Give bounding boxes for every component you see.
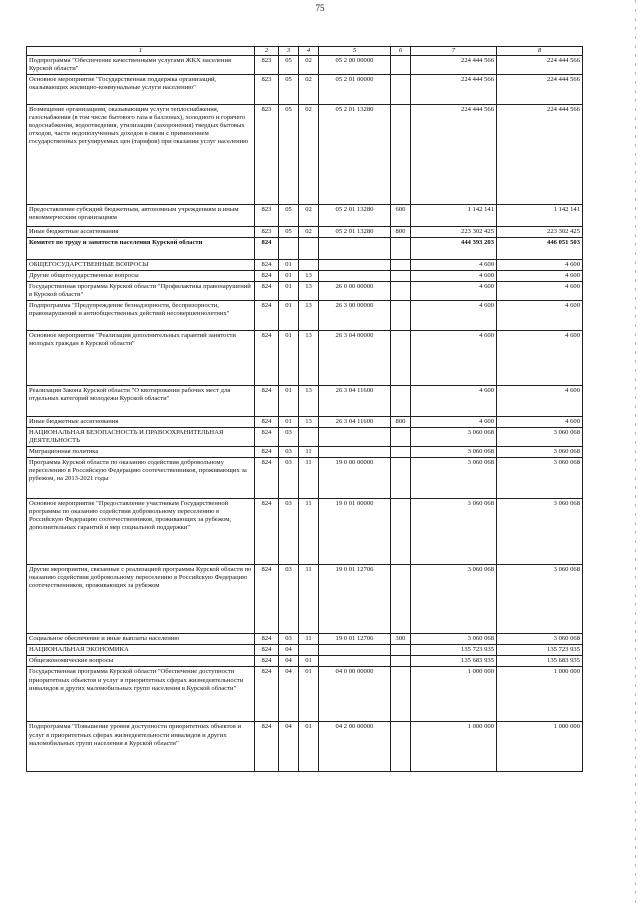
row-value-cell: 11 xyxy=(299,447,319,458)
row-name-cell: Иные бюджетные ассигнования xyxy=(27,227,255,238)
row-value-cell xyxy=(391,386,411,417)
row-name-cell: Иные бюджетные ассигнования xyxy=(27,417,255,428)
row-value-cell: 04 xyxy=(279,656,299,667)
row-value-cell: 824 xyxy=(255,634,279,645)
row-value-cell xyxy=(391,331,411,386)
row-value-cell: 03 xyxy=(279,458,299,499)
row-value-cell: 01 xyxy=(299,656,319,667)
row-value-cell: 4 600 xyxy=(411,271,497,282)
row-value-cell xyxy=(319,238,391,260)
row-name-cell: Государственная программа Курской области "Профилактика правонарушений в Курской области" xyxy=(27,282,255,301)
row-value-cell xyxy=(319,271,391,282)
row-value-cell: 03 xyxy=(279,499,299,565)
row-name-cell: НАЦИОНАЛЬНАЯ БЕЗОПАСНОСТЬ И ПРАВООХРАНИТЕЛЬНАЯ ДЕЯТЕЛЬНОСТЬ xyxy=(27,428,255,447)
row-value-cell: 13 xyxy=(299,386,319,417)
row-value-cell: 01 xyxy=(279,301,299,331)
table-row xyxy=(27,386,583,417)
row-value-cell xyxy=(391,499,411,565)
row-value-cell: 224 444 566 xyxy=(411,105,497,205)
row-value-cell: 3 060 068 xyxy=(411,458,497,499)
row-name-cell: Другие общегосударственные вопросы xyxy=(27,271,255,282)
row-value-cell: 135 683 935 xyxy=(411,656,497,667)
row-value-cell: 04 xyxy=(279,722,299,772)
row-value-cell: 824 xyxy=(255,447,279,458)
row-value-cell: 3 060 068 xyxy=(411,499,497,565)
row-value-cell: 4 600 xyxy=(497,271,583,282)
row-value-cell: 4 600 xyxy=(411,386,497,417)
row-value-cell: 05 2 01 00000 xyxy=(319,75,391,105)
row-value-cell xyxy=(391,282,411,301)
row-value-cell: 600 xyxy=(391,205,411,227)
row-name-cell: Комитет по труду и занятости населения Курской области xyxy=(27,238,255,260)
row-value-cell: 224 444 566 xyxy=(411,56,497,75)
row-value-cell xyxy=(319,645,391,656)
row-value-cell: 823 xyxy=(255,105,279,205)
row-value-cell xyxy=(391,428,411,447)
row-value-cell: 823 xyxy=(255,205,279,227)
table-row xyxy=(27,105,583,205)
table-row xyxy=(27,205,583,227)
row-value-cell: 19 0 01 00000 xyxy=(319,499,391,565)
row-value-cell: 01 xyxy=(279,260,299,271)
row-value-cell: 26 3 00 00000 xyxy=(319,301,391,331)
table-row xyxy=(27,282,583,301)
row-value-cell: 824 xyxy=(255,565,279,634)
col-header: 4 xyxy=(299,47,319,56)
table-row xyxy=(27,458,583,499)
row-value-cell: 4 600 xyxy=(497,386,583,417)
row-value-cell: 19 0 01 12706 xyxy=(319,565,391,634)
row-value-cell: 02 xyxy=(299,227,319,238)
col-header: 7 xyxy=(411,47,497,56)
row-value-cell: 11 xyxy=(299,634,319,645)
row-value-cell: 04 xyxy=(279,645,299,656)
row-value-cell: 05 xyxy=(279,56,299,75)
row-value-cell: 01 xyxy=(299,722,319,772)
row-value-cell: 4 600 xyxy=(411,301,497,331)
row-value-cell: 824 xyxy=(255,667,279,722)
row-value-cell: 26 3 04 11600 xyxy=(319,386,391,417)
row-name-cell: Общеэкономические вопросы xyxy=(27,656,255,667)
row-value-cell xyxy=(391,56,411,75)
row-value-cell: 05 2 01 13280 xyxy=(319,227,391,238)
row-value-cell: 224 444 566 xyxy=(497,105,583,205)
row-value-cell xyxy=(299,238,319,260)
row-value-cell: 224 444 566 xyxy=(411,75,497,105)
row-value-cell: 824 xyxy=(255,417,279,428)
col-header: 6 xyxy=(391,47,411,56)
row-value-cell xyxy=(391,301,411,331)
row-value-cell: 04 0 00 00000 xyxy=(319,667,391,722)
row-value-cell: 04 2 00 00000 xyxy=(319,722,391,772)
table-row xyxy=(27,271,583,282)
row-value-cell: 03 xyxy=(279,634,299,645)
row-value-cell: 02 xyxy=(299,205,319,227)
table-row xyxy=(27,447,583,458)
table-row xyxy=(27,238,583,260)
col-header: 1 xyxy=(27,47,255,56)
row-name-cell: Основное мероприятие "Предоставление участникам Государственной программы по оказанию содействия добровольному переселению в Российскую Федерацию соотечественников, проживающих за рубежом, дополнительных гарантий и мер социальной поддержки" xyxy=(27,499,255,565)
row-value-cell: 4 600 xyxy=(497,301,583,331)
row-name-cell: Социальное обеспечение и иные выплаты населению xyxy=(27,634,255,645)
row-value-cell: 3 060 068 xyxy=(497,499,583,565)
table-row xyxy=(27,417,583,428)
row-name-cell: Подпрограмма "Обеспечение качественными услугами ЖКХ населения Курской области" xyxy=(27,56,255,75)
row-name-cell: Подпрограмма "Предупреждение безнадзорности, беспризорности, правонарушений и антиобщественных действий несовершеннолетних" xyxy=(27,301,255,331)
table-row xyxy=(27,331,583,386)
row-value-cell: 1 142 141 xyxy=(411,205,497,227)
row-value-cell xyxy=(391,260,411,271)
row-value-cell: 05 2 01 13280 xyxy=(319,205,391,227)
budget-table xyxy=(26,46,583,772)
table-row xyxy=(27,301,583,331)
row-value-cell: 446 051 503 xyxy=(497,238,583,260)
row-value-cell xyxy=(319,260,391,271)
row-name-cell: Программа Курской области по оказанию содействия добровольному переселению в Российскую Федерацию соотечественников, проживающих за рубежом, на 2013-2021 годы xyxy=(27,458,255,499)
row-value-cell: 01 xyxy=(279,386,299,417)
row-value-cell: 03 xyxy=(279,428,299,447)
row-value-cell: 3 060 068 xyxy=(497,634,583,645)
row-value-cell: 4 600 xyxy=(411,260,497,271)
row-value-cell: 3 060 068 xyxy=(497,428,583,447)
table-row xyxy=(27,565,583,634)
row-value-cell: 26 3 04 11600 xyxy=(319,417,391,428)
row-value-cell: 223 302 425 xyxy=(411,227,497,238)
row-value-cell xyxy=(391,722,411,772)
row-value-cell xyxy=(299,428,319,447)
row-value-cell: 02 xyxy=(299,56,319,75)
row-value-cell xyxy=(299,645,319,656)
row-value-cell: 824 xyxy=(255,386,279,417)
row-name-cell: НАЦИОНАЛЬНАЯ ЭКОНОМИКА xyxy=(27,645,255,656)
row-name-cell: Реализация Закона Курской области "О квотировании рабочих мест для отдельных категорий молодежи Курской области" xyxy=(27,386,255,417)
row-value-cell: 05 2 01 13280 xyxy=(319,105,391,205)
row-value-cell xyxy=(319,656,391,667)
row-value-cell: 05 xyxy=(279,227,299,238)
row-value-cell xyxy=(319,428,391,447)
table-row xyxy=(27,634,583,645)
row-value-cell: 3 060 068 xyxy=(497,565,583,634)
row-value-cell: 03 xyxy=(279,447,299,458)
header-row xyxy=(27,47,583,56)
row-value-cell xyxy=(391,105,411,205)
row-value-cell: 01 xyxy=(279,331,299,386)
row-value-cell: 823 xyxy=(255,56,279,75)
row-value-cell: 01 xyxy=(299,667,319,722)
row-name-cell: Государственная программа Курской области "Обеспечение доступности приоритетных объектов и услуг в приоритетных сферах жизнедеятельности инвалидов и других маломобильных групп населения в Курской области" xyxy=(27,667,255,722)
col-header: 8 xyxy=(497,47,583,56)
row-value-cell xyxy=(391,238,411,260)
row-name-cell: Предоставление субсидий бюджетным, автономным учреждениям и иным некоммерческим организациям xyxy=(27,205,255,227)
row-value-cell: 4 600 xyxy=(411,417,497,428)
table-row xyxy=(27,260,583,271)
row-value-cell xyxy=(319,447,391,458)
row-value-cell: 824 xyxy=(255,645,279,656)
row-value-cell: 11 xyxy=(299,499,319,565)
row-value-cell: 224 444 566 xyxy=(497,75,583,105)
row-value-cell: 824 xyxy=(255,458,279,499)
row-value-cell: 1 000 000 xyxy=(497,722,583,772)
row-value-cell: 824 xyxy=(255,428,279,447)
row-value-cell: 1 000 000 xyxy=(497,667,583,722)
table-row xyxy=(27,428,583,447)
col-header: 2 xyxy=(255,47,279,56)
row-value-cell: 800 xyxy=(391,227,411,238)
row-value-cell: 824 xyxy=(255,238,279,260)
row-value-cell: 13 xyxy=(299,301,319,331)
table-row xyxy=(27,667,583,722)
row-value-cell xyxy=(391,667,411,722)
row-name-cell: Возмещение организациям, оказывающим услуги теплоснабжения, газоснабжения (в том числе бытового газа в баллонах), холодного и горячего водоснабжения, водоотведения, утилизации (захоронения) твердых бытовых отходов, части недополученных доходов в связи с применением государственных регулируемых цен (тарифов) при оказании услуг населению xyxy=(27,105,255,205)
row-value-cell: 300 xyxy=(391,634,411,645)
table-row xyxy=(27,645,583,656)
row-value-cell: 824 xyxy=(255,722,279,772)
row-value-cell xyxy=(391,458,411,499)
row-value-cell: 02 xyxy=(299,105,319,205)
row-name-cell: Основное мероприятие "Реализация дополнительных гарантий занятости молодых граждан в Курской области" xyxy=(27,331,255,386)
row-value-cell: 135 723 935 xyxy=(497,645,583,656)
row-value-cell: 13 xyxy=(299,331,319,386)
row-value-cell: 19 0 01 12706 xyxy=(319,634,391,645)
row-value-cell: 13 xyxy=(299,417,319,428)
row-value-cell: 823 xyxy=(255,227,279,238)
row-value-cell: 824 xyxy=(255,282,279,301)
table-row xyxy=(27,227,583,238)
row-value-cell: 824 xyxy=(255,656,279,667)
row-value-cell: 05 xyxy=(279,75,299,105)
row-value-cell: 4 600 xyxy=(411,282,497,301)
row-name-cell: Подпрограмма "Повышение уровня доступности приоритетных объектов и услуг в приоритетных сферах жизнедеятельности инвалидов и других маломобильных групп населения в Курской области" xyxy=(27,722,255,772)
row-value-cell: 4 600 xyxy=(497,282,583,301)
table-row xyxy=(27,75,583,105)
row-value-cell xyxy=(391,565,411,634)
row-value-cell: 4 600 xyxy=(497,260,583,271)
row-value-cell xyxy=(299,260,319,271)
row-value-cell: 01 xyxy=(279,417,299,428)
row-value-cell xyxy=(391,645,411,656)
row-name-cell: Основное мероприятие "Государственная поддержка организаций, оказывающих жилищно-коммунальные услуги населению" xyxy=(27,75,255,105)
row-value-cell: 824 xyxy=(255,271,279,282)
row-value-cell xyxy=(391,75,411,105)
row-name-cell: Миграционная политика xyxy=(27,447,255,458)
row-value-cell: 1 000 000 xyxy=(411,667,497,722)
row-value-cell: 3 060 068 xyxy=(411,634,497,645)
row-value-cell: 4 600 xyxy=(497,331,583,386)
row-value-cell xyxy=(391,447,411,458)
row-value-cell: 11 xyxy=(299,565,319,634)
row-value-cell: 3 060 068 xyxy=(497,447,583,458)
table-row xyxy=(27,499,583,565)
table-row xyxy=(27,722,583,772)
row-name-cell: ОБЩЕГОСУДАРСТВЕННЫЕ ВОПРОСЫ xyxy=(27,260,255,271)
scan-edge xyxy=(635,0,636,905)
table-row xyxy=(27,56,583,75)
col-header: 3 xyxy=(279,47,299,56)
row-value-cell: 824 xyxy=(255,331,279,386)
row-value-cell: 13 xyxy=(299,282,319,301)
row-value-cell: 824 xyxy=(255,301,279,331)
row-value-cell: 3 060 068 xyxy=(411,428,497,447)
row-value-cell xyxy=(391,271,411,282)
row-value-cell: 3 060 068 xyxy=(411,565,497,634)
row-value-cell: 11 xyxy=(299,458,319,499)
row-value-cell: 13 xyxy=(299,271,319,282)
row-value-cell: 03 xyxy=(279,565,299,634)
row-value-cell: 01 xyxy=(279,282,299,301)
row-value-cell: 824 xyxy=(255,260,279,271)
row-value-cell: 223 302 425 xyxy=(497,227,583,238)
row-value-cell: 224 444 566 xyxy=(497,56,583,75)
row-value-cell: 19 0 00 00000 xyxy=(319,458,391,499)
row-value-cell: 823 xyxy=(255,75,279,105)
row-value-cell: 4 600 xyxy=(411,331,497,386)
row-value-cell: 05 xyxy=(279,105,299,205)
row-value-cell: 135 723 935 xyxy=(411,645,497,656)
row-value-cell: 3 060 068 xyxy=(497,458,583,499)
page-number: 75 xyxy=(315,3,325,13)
row-value-cell: 26 0 00 00000 xyxy=(319,282,391,301)
row-value-cell: 3 060 068 xyxy=(411,447,497,458)
table-row xyxy=(27,656,583,667)
row-value-cell: 444 393 203 xyxy=(411,238,497,260)
row-value-cell: 1 142 141 xyxy=(497,205,583,227)
row-value-cell: 04 xyxy=(279,667,299,722)
col-header: 5 xyxy=(319,47,391,56)
row-value-cell: 01 xyxy=(279,271,299,282)
row-value-cell: 05 xyxy=(279,205,299,227)
row-value-cell: 26 3 04 00000 xyxy=(319,331,391,386)
row-value-cell: 05 2 00 00000 xyxy=(319,56,391,75)
row-value-cell: 824 xyxy=(255,499,279,565)
row-value-cell xyxy=(279,238,299,260)
row-value-cell: 4 600 xyxy=(497,417,583,428)
row-value-cell: 135 683 935 xyxy=(497,656,583,667)
row-name-cell: Другие мероприятия, связанные с реализацией программы Курской области по оказанию содействия добровольному переселению в Российскую Федерацию соотечественников, проживающих за рубежом xyxy=(27,565,255,634)
row-value-cell: 1 000 000 xyxy=(411,722,497,772)
row-value-cell xyxy=(391,656,411,667)
row-value-cell: 800 xyxy=(391,417,411,428)
row-value-cell: 02 xyxy=(299,75,319,105)
